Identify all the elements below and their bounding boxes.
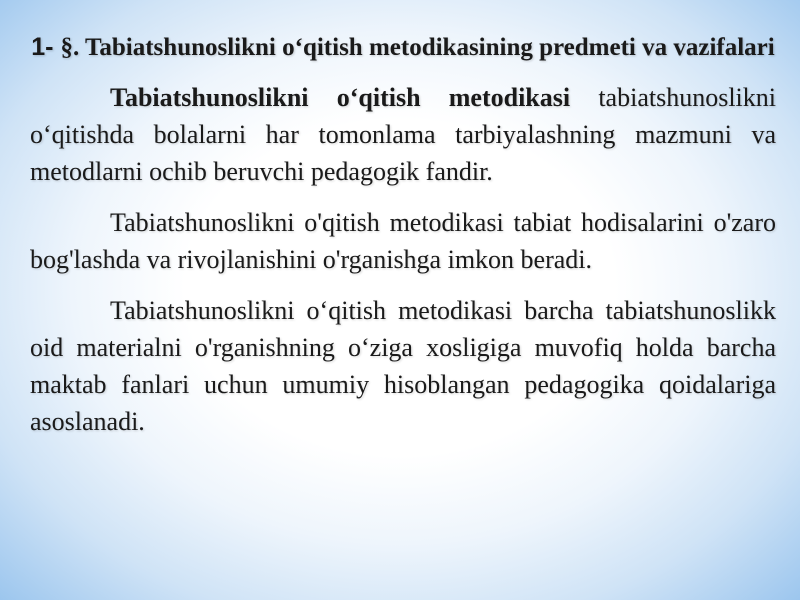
slide [30, 30, 776, 590]
title-text: §. Tabiatshunoslikni o‘qitish metodikasining predmeti va vazifalari [60, 34, 775, 61]
paragraph-1-text: tabiatshunoslikni o‘qitishda bolalarni har tomonlama tarbiyalashning mazmuni va metodlarni ochib beruvchi pedagogik fandir. [30, 83, 776, 186]
paragraph-2: Tabiatshunoslikni o'qitish metodikasi tabiat hodisalarini o'zaro bog'lashda va rivojlanishini o'rganishga imkon beradi. [30, 208, 776, 274]
paragraph-3: Tabiatshunoslikni o‘qitish metodikasi barcha tabiatshunoslikk oid materialni o'rganishning o‘ziga xosligiga muvofiq holda barcha maktab fanlari uchun umumiy hisoblangan pedagogika qoidalariga asoslanadi. [30, 296, 776, 436]
paragraph-1-lead: Tabiatshunoslikni o‘qitish metodikasi [110, 83, 571, 112]
slide-title [30, 30, 776, 65]
section-number: 1- [31, 33, 61, 61]
paragraph-1 [30, 79, 776, 190]
